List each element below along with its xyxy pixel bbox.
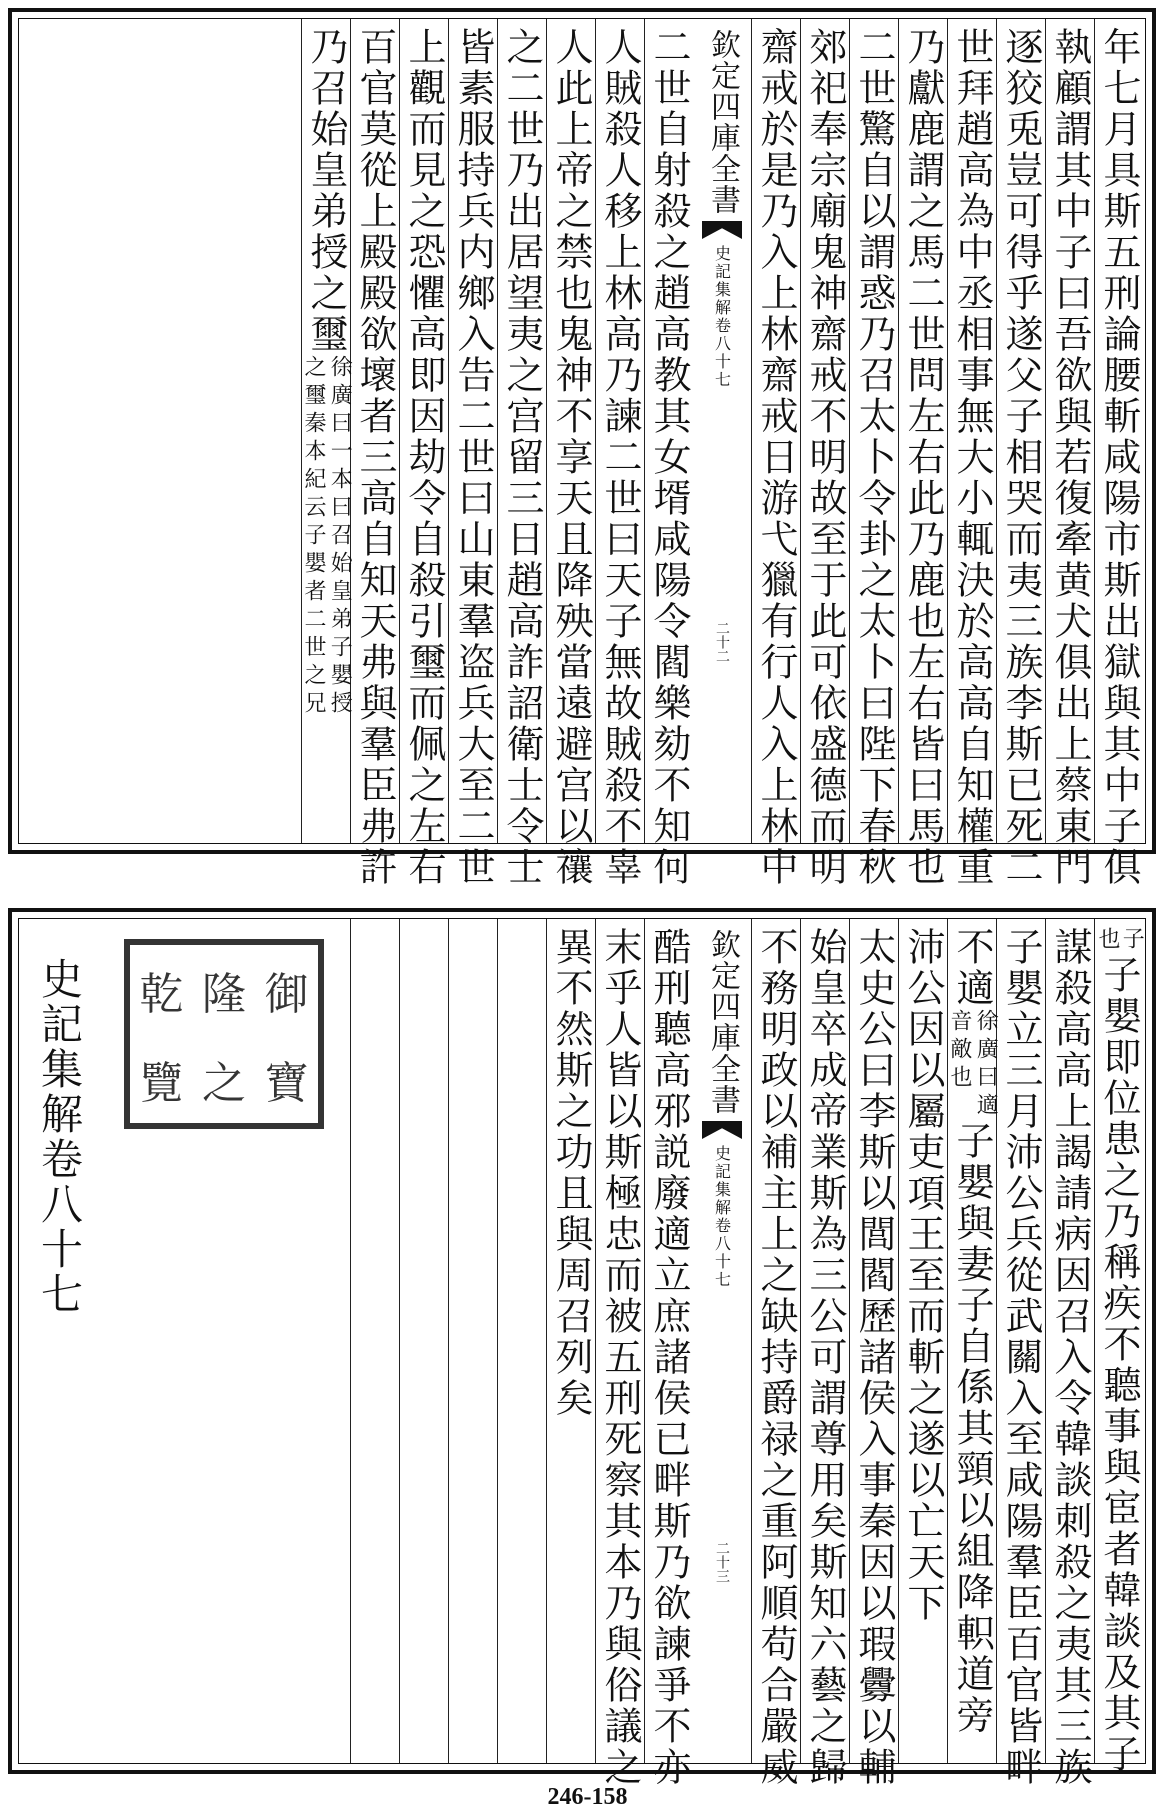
text-column [546, 919, 595, 1763]
column-text: 人此上帝之禁也鬼神不享天且降殃當遠避宫以禳 [549, 27, 593, 888]
text-column [1045, 919, 1094, 1788]
text-column [800, 19, 849, 888]
text-column [644, 19, 693, 888]
end-title-column [29, 919, 89, 1763]
page-lower [0, 900, 1175, 1788]
column-text: 皆素服持兵内鄉入告二世曰山東羣盗兵大至二世 [451, 27, 495, 888]
column-text: 始皇卒成帝業斯為三公可謂尊用矣斯知六藝之歸 [803, 927, 847, 1788]
text-column [301, 19, 353, 843]
text-column [595, 19, 644, 888]
column-text: 之二世乃出居望夷之宫留三日趙高詐詔衛士令士 [500, 27, 544, 888]
seal-glyph: 御 [264, 968, 309, 1020]
column-text: 異不然斯之功且與周召列矣 [549, 927, 593, 1419]
annotation-right: 徐廣曰一本曰召始皇弟子嬰授 [327, 355, 353, 719]
text-area [18, 18, 1146, 888]
seal-glyph: 寶 [264, 1057, 309, 1109]
imperial-seal [124, 939, 324, 1129]
column-text: 二世自射殺之趙高教其女壻咸陽令閻樂劾不知何 [647, 27, 691, 888]
text-column [1045, 19, 1094, 888]
fishtail-mark [702, 1121, 742, 1139]
annotation-left: 音敵也 [947, 1009, 972, 1093]
column-text: 末乎人皆以斯極忠而被五刑死察其本乃與俗議之 [598, 927, 642, 1788]
column-text: 子嬰與妻子自係其頸以組降軹道旁 [950, 1121, 994, 1736]
text-column [448, 19, 497, 888]
text-column [350, 19, 399, 888]
column-text: 不務明政以補主上之缺持爵禄之重阿順苟合嚴威 [754, 927, 798, 1788]
band-page: 二十二 [714, 621, 730, 663]
empty-column [399, 919, 448, 1763]
page-frame [8, 908, 1156, 1788]
text-column [996, 19, 1045, 888]
text-column [399, 19, 448, 888]
column-text: 逐狡兎豈可得乎遂父子相哭而夷三族李斯已死二 [999, 27, 1043, 888]
text-column [1094, 919, 1145, 1775]
text-area [18, 918, 1146, 1788]
column-text: 太史公曰李斯以閭閻歷諸侯入事秦因以瑕釁以輔 [852, 927, 896, 1788]
column-text: 百官莫從上殿殿欲壞者三高自知天弗與羣臣弗許 [353, 27, 397, 888]
empty-column [350, 919, 399, 1763]
column-text: 不適 [950, 927, 994, 1009]
column-text: 酷刑聽高邪説廢適立庶諸侯已畔斯乃欲諫爭不亦 [647, 927, 691, 1788]
band-volume: 卷八十七 [712, 1217, 732, 1289]
column-text: 年七月具斯五刑論腰斬咸陽市斯出獄與其中子俱 [1097, 27, 1141, 888]
seal-glyph: 覽 [139, 1057, 184, 1109]
band-page: 二十三 [714, 1541, 730, 1583]
text-column [751, 19, 800, 888]
text-column [947, 19, 996, 888]
column-text: 乃召始皇弟授之璽 [304, 27, 348, 355]
band-subtitle: 史記集解 [712, 245, 732, 317]
text-column [947, 919, 999, 1763]
text-column [1094, 19, 1143, 888]
band-title: 欽定四庫全書 [705, 929, 740, 1115]
column-text: 齋戒於是乃入上林齋戒日游弋獵有行人入上林中 [754, 27, 798, 888]
text-column [595, 919, 644, 1788]
volume-band [693, 19, 751, 843]
page-number: 246-158 [547, 1784, 628, 1810]
text-column [898, 919, 947, 1763]
text-column [497, 19, 546, 888]
band-subtitle: 史記集解 [712, 1145, 732, 1217]
column-text: 謀殺高高上謁請病因召入令韓談刺殺之夷其三族 [1048, 927, 1092, 1788]
column-text: 沛公因以屬吏項王至而斬之遂以亡天下 [901, 927, 945, 1624]
column-text: 上觀而見之恐懼高即因劫令自殺引璽而佩之左右 [402, 27, 446, 888]
band-title: 欽定四庫全書 [705, 29, 740, 215]
text-column [996, 919, 1045, 1788]
end-title: 史記集解卷八十七 [35, 957, 84, 1317]
column-text: 子嬰即位患之乃稱疾不聽事與宦者韓談及其子 [1097, 955, 1141, 1775]
page-upper [0, 0, 1175, 888]
annotation-right: 徐廣曰適 [973, 1009, 999, 1121]
column-text: 世拜趙高為中丞相事無大小輒決於高高自知權重 [950, 27, 994, 888]
column-text: 郊祀奉宗廟鬼神齋戒不明故至于此可依盛德而明 [803, 27, 847, 888]
text-column [800, 919, 849, 1788]
empty-column [497, 919, 546, 1763]
band-volume: 卷八十七 [712, 317, 732, 389]
column-text: 人賊殺人移上林高乃諫二世曰天子無故賊殺不辜 [598, 27, 642, 888]
annotation: 子也 [1095, 927, 1145, 955]
column-text: 二世驚自以謂惑乃召太卜令卦之太卜曰陛下春秋 [852, 27, 896, 888]
annotation-pair [947, 1009, 997, 1121]
seal-glyph: 之 [201, 1057, 246, 1109]
page-frame [8, 8, 1156, 888]
text-column [849, 919, 898, 1788]
column-text: 子嬰立三月沛公兵從武關入至咸陽羣臣百官皆畔 [999, 927, 1043, 1788]
text-column [546, 19, 595, 888]
column-text: 執顧謂其中子曰吾欲與若復牽黄犬俱出上蔡東門 [1048, 27, 1092, 888]
seal-glyph: 隆 [201, 968, 246, 1020]
annotation-pair [301, 355, 351, 719]
text-column [898, 19, 947, 888]
empty-column [448, 919, 497, 1763]
seal-glyph: 乾 [139, 968, 184, 1020]
fishtail-mark [702, 221, 742, 239]
text-column [751, 919, 800, 1788]
annotation-left: 之璽秦本紀云子嬰者二世之兄 [301, 355, 326, 719]
volume-band [693, 919, 751, 1763]
text-column [644, 919, 693, 1788]
column-text: 乃獻鹿謂之馬二世問左右此乃鹿也左右皆曰馬也 [901, 27, 945, 888]
text-column [849, 19, 898, 888]
